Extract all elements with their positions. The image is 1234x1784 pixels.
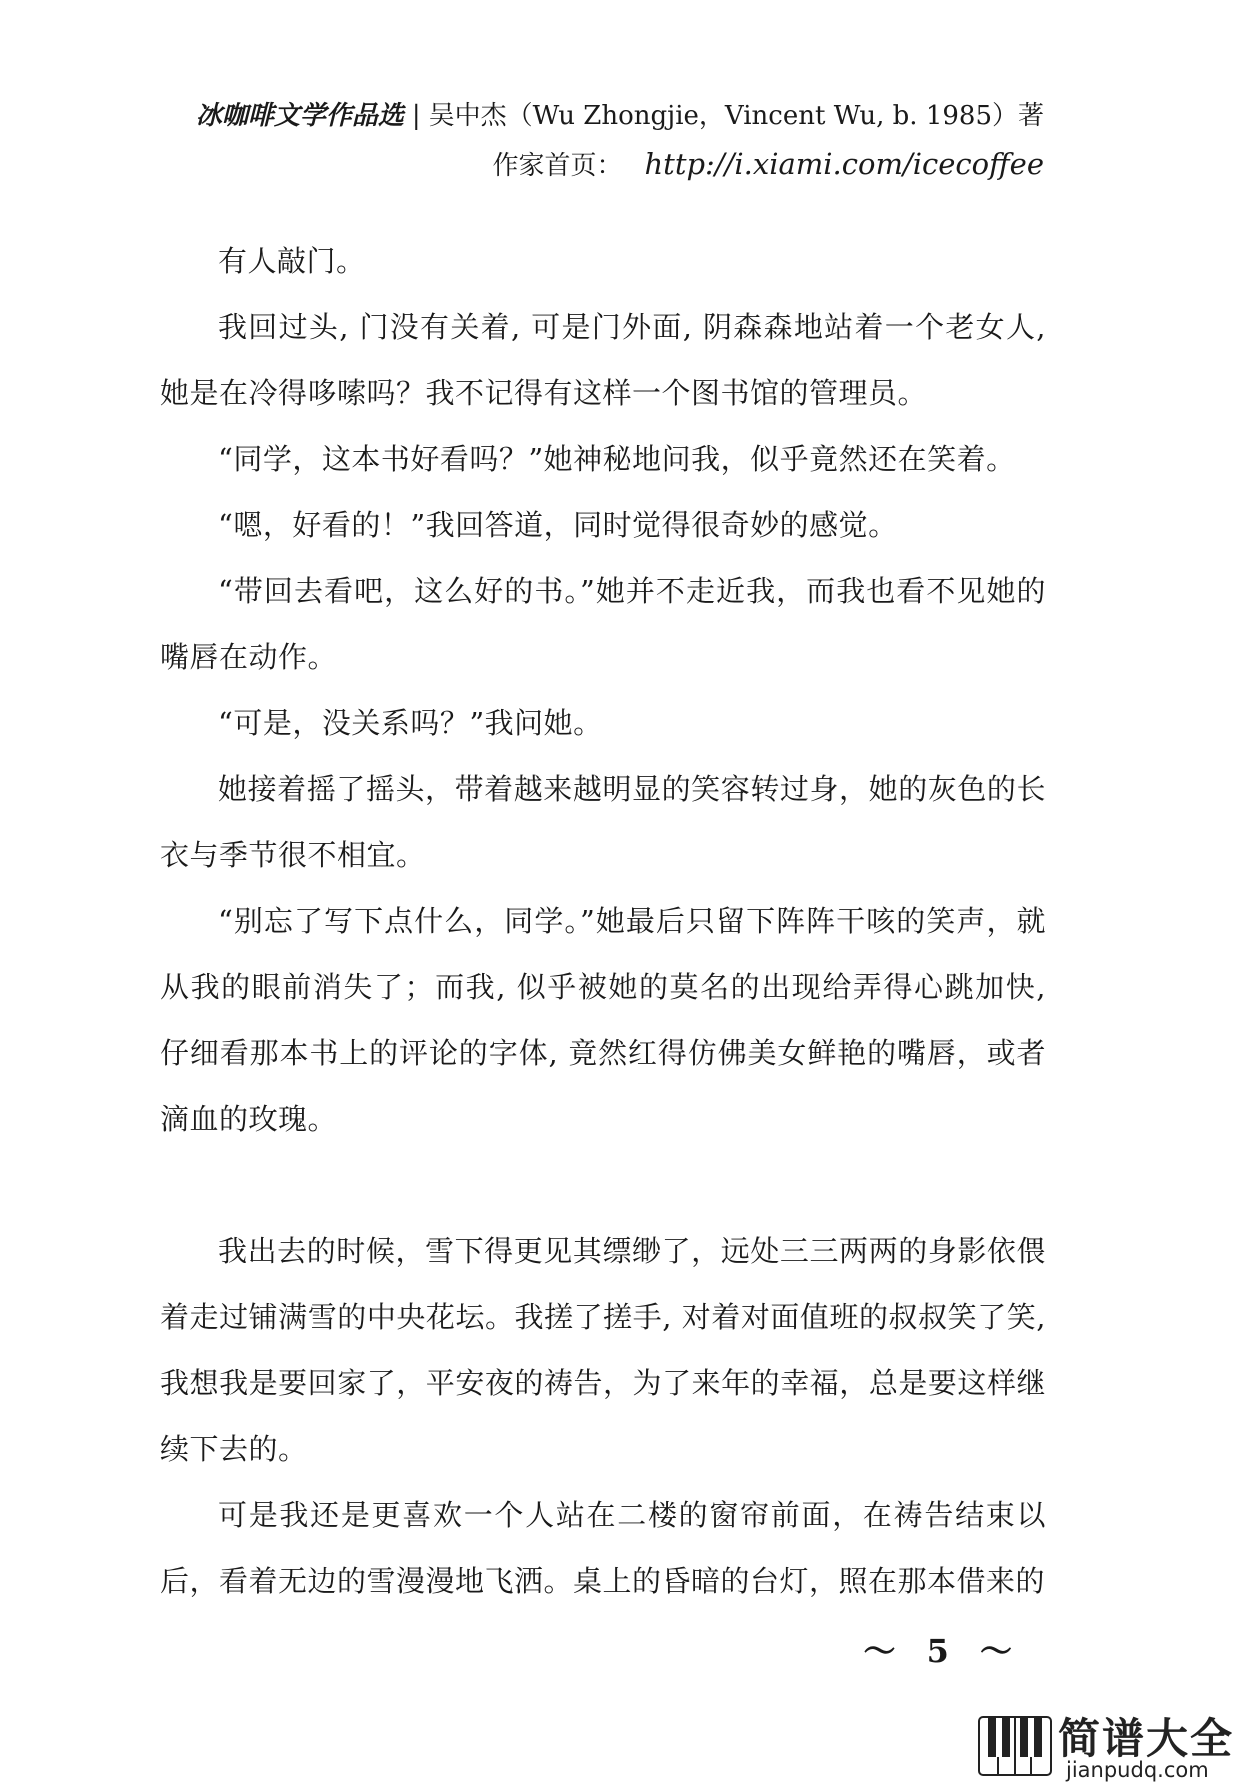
header-title-line [196, 92, 1044, 140]
page-header [196, 92, 1044, 190]
page-number: ～ 5 ～ [863, 1632, 1022, 1670]
paragraph: “同学，这本书好看吗？”她神秘地问我，似乎竟然还在笑着。 [218, 442, 1016, 476]
paragraph: “别忘了写下点什么，同学。”她最后只留下阵阵干咳的笑声，就从我的眼前消失了；而我, 似乎被她的莫名的出现给弄得心跳加快, 仔细看那本书上的评论的字体, 竟然红得仿佛美女鲜艳的嘴唇，或者滴血的玫瑰。 [160, 904, 1046, 1136]
piano-keys-icon [978, 1716, 1052, 1776]
homepage-label: 作家首页： [492, 151, 623, 181]
paragraph: 可是我还是更喜欢一个人站在二楼的窗帘前面，在祷告结束以后，看着无边的雪漫漫地飞洒。桌上的昏暗的台灯，照在那本借来的 [160, 1498, 1046, 1598]
watermark-site-name: 简谱大全 [1058, 1714, 1234, 1763]
header-homepage-line [196, 140, 1044, 190]
paragraph: “带回去看吧，这么好的书。”她并不走近我，而我也看不见她的嘴唇在动作。 [160, 574, 1046, 674]
watermark-domain: jianpudq.com [1066, 1758, 1209, 1782]
homepage-url: http://i.xiami.com/icecoffee [644, 147, 1044, 181]
paragraph: 我出去的时候，雪下得更见其缥缈了，远处三三两两的身影依偎着走过铺满雪的中央花坛。我搓了搓手, 对着对面值班的叔叔笑了笑, 我想我是要回家了，平安夜的祷告，为了来年的幸福，总是要这样继续下去的。 [160, 1234, 1046, 1466]
paragraph: “可是，没关系吗？”我问她。 [218, 706, 603, 740]
story-body [160, 228, 1046, 1614]
paragraph: 她接着摇了摇头，带着越来越明显的笑容转过身，她的灰色的长衣与季节很不相宜。 [160, 772, 1046, 872]
paragraph: 我回过头, 门没有关着, 可是门外面, 阴森森地站着一个老女人, 她是在冷得哆嗦吗？我不记得有这样一个图书馆的管理员。 [160, 310, 1046, 410]
paragraph: “嗯，好看的！”我回答道，同时觉得很奇妙的感觉。 [218, 508, 898, 542]
series-title: 冰咖啡文学作品选 [195, 101, 404, 131]
site-watermark [974, 1700, 1234, 1784]
paragraph: 有人敲门。 [218, 244, 366, 278]
header-separator: | [411, 101, 421, 131]
author-credit: 吴中杰（Wu Zhongjie，Vincent Wu, b. 1985）著 [428, 101, 1044, 131]
